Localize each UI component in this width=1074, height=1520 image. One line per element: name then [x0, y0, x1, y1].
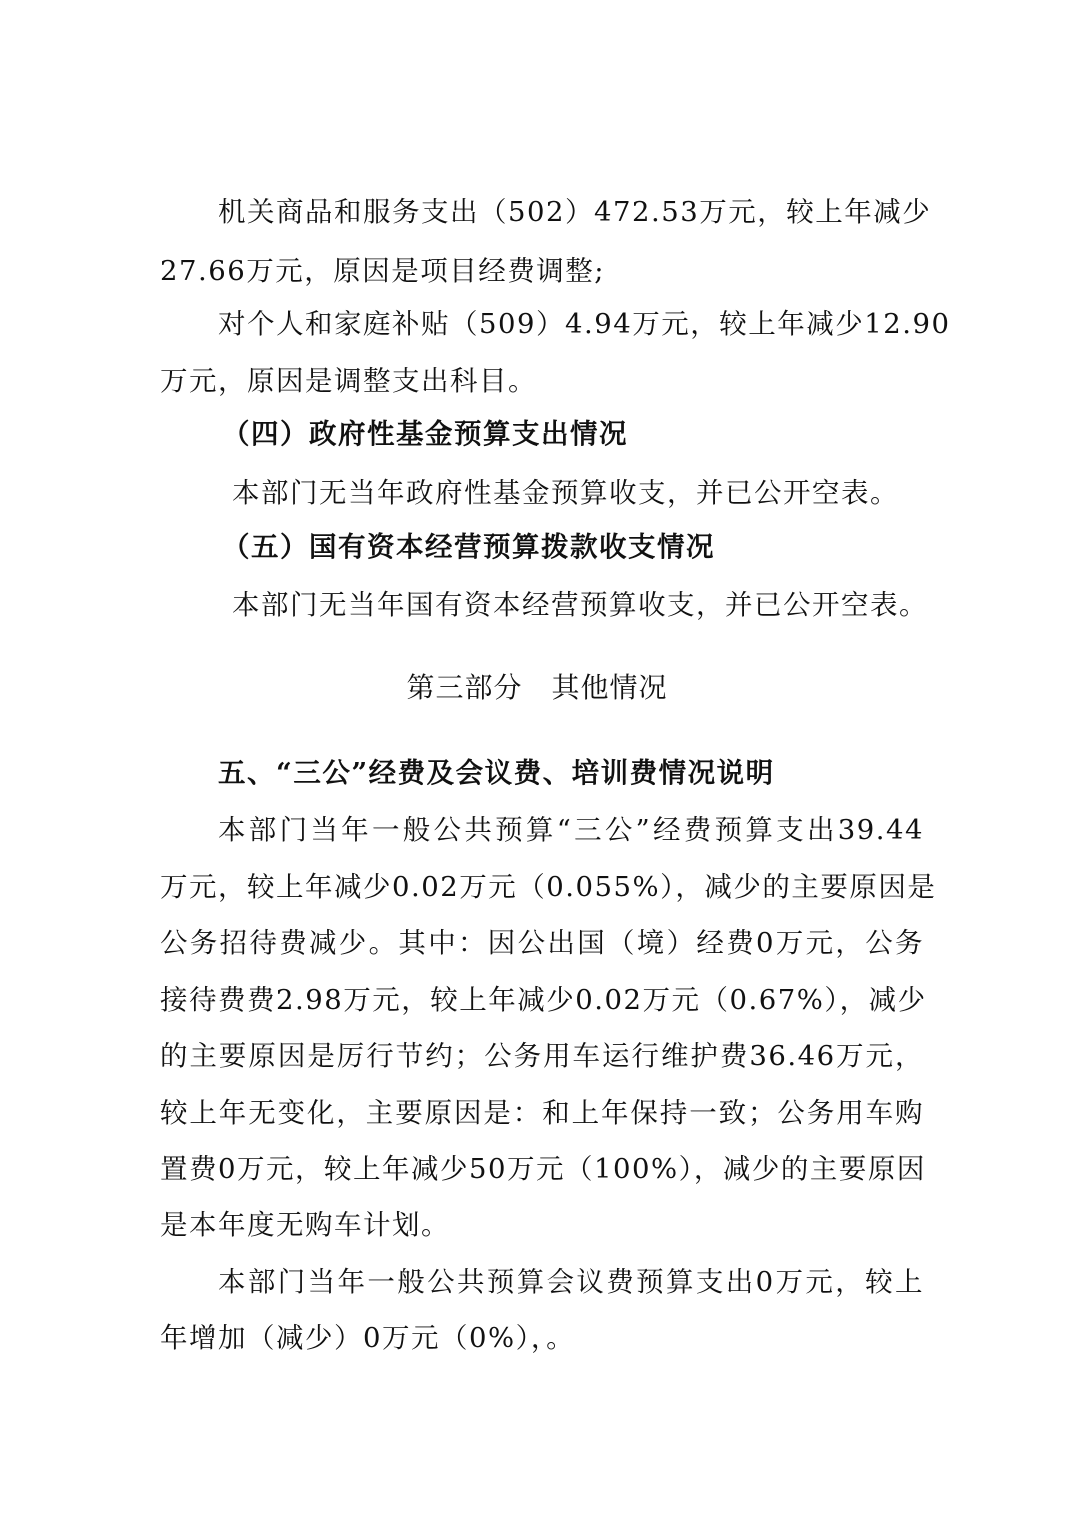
section-heading-5: （五）国有资本经营预算拨款收支情况	[222, 531, 715, 563]
paragraph-line: 万元，原因是调整支出科目。	[160, 365, 537, 397]
part-three-title: 第三部分 其他情况	[406, 671, 668, 704]
paragraph-line: 27.66万元，原因是项目经费调整;	[160, 255, 605, 287]
paragraph-line: 万元，较上年减少0.02万元（0.055%），减少的主要原因是	[160, 871, 937, 903]
paragraph-line: 本部门当年一般公共预算会议费预算支出0万元，较上	[218, 1266, 924, 1298]
paragraph-line: 本部门无当年政府性基金预算收支，并已公开空表。	[232, 477, 899, 509]
section-heading-five: 五、“三公”经费及会议费、培训费情况说明	[218, 757, 775, 789]
paragraph-line: 置费0万元，较上年减少50万元（100%），减少的主要原因	[160, 1153, 926, 1185]
paragraph-line: 接待费费2.98万元，较上年减少0.02万元（0.67%），减少	[160, 984, 927, 1016]
paragraph-line: 本部门当年一般公共预算“三公”经费预算支出39.44	[218, 814, 924, 846]
paragraph-line: 公务招待费减少。其中：因公出国（境）经费0万元，公务	[160, 927, 924, 959]
paragraph-line: 较上年无变化，主要原因是：和上年保持一致；公务用车购	[160, 1097, 924, 1129]
section-heading-4: （四）政府性基金预算支出情况	[222, 418, 628, 450]
paragraph-line: 是本年度无购车计划。	[160, 1209, 450, 1241]
paragraph-line: 本部门无当年国有资本经营预算收支，并已公开空表。	[232, 589, 928, 621]
paragraph-line: 的主要原因是厉行节约；公务用车运行维护费36.46万元，	[160, 1040, 924, 1072]
paragraph-line: 机关商品和服务支出（502）472.53万元，较上年减少	[218, 196, 932, 228]
paragraph-line: 年增加（减少）0万元（0%），。	[160, 1322, 576, 1354]
paragraph-line: 对个人和家庭补贴（509）4.94万元，较上年减少12.90	[218, 308, 951, 340]
